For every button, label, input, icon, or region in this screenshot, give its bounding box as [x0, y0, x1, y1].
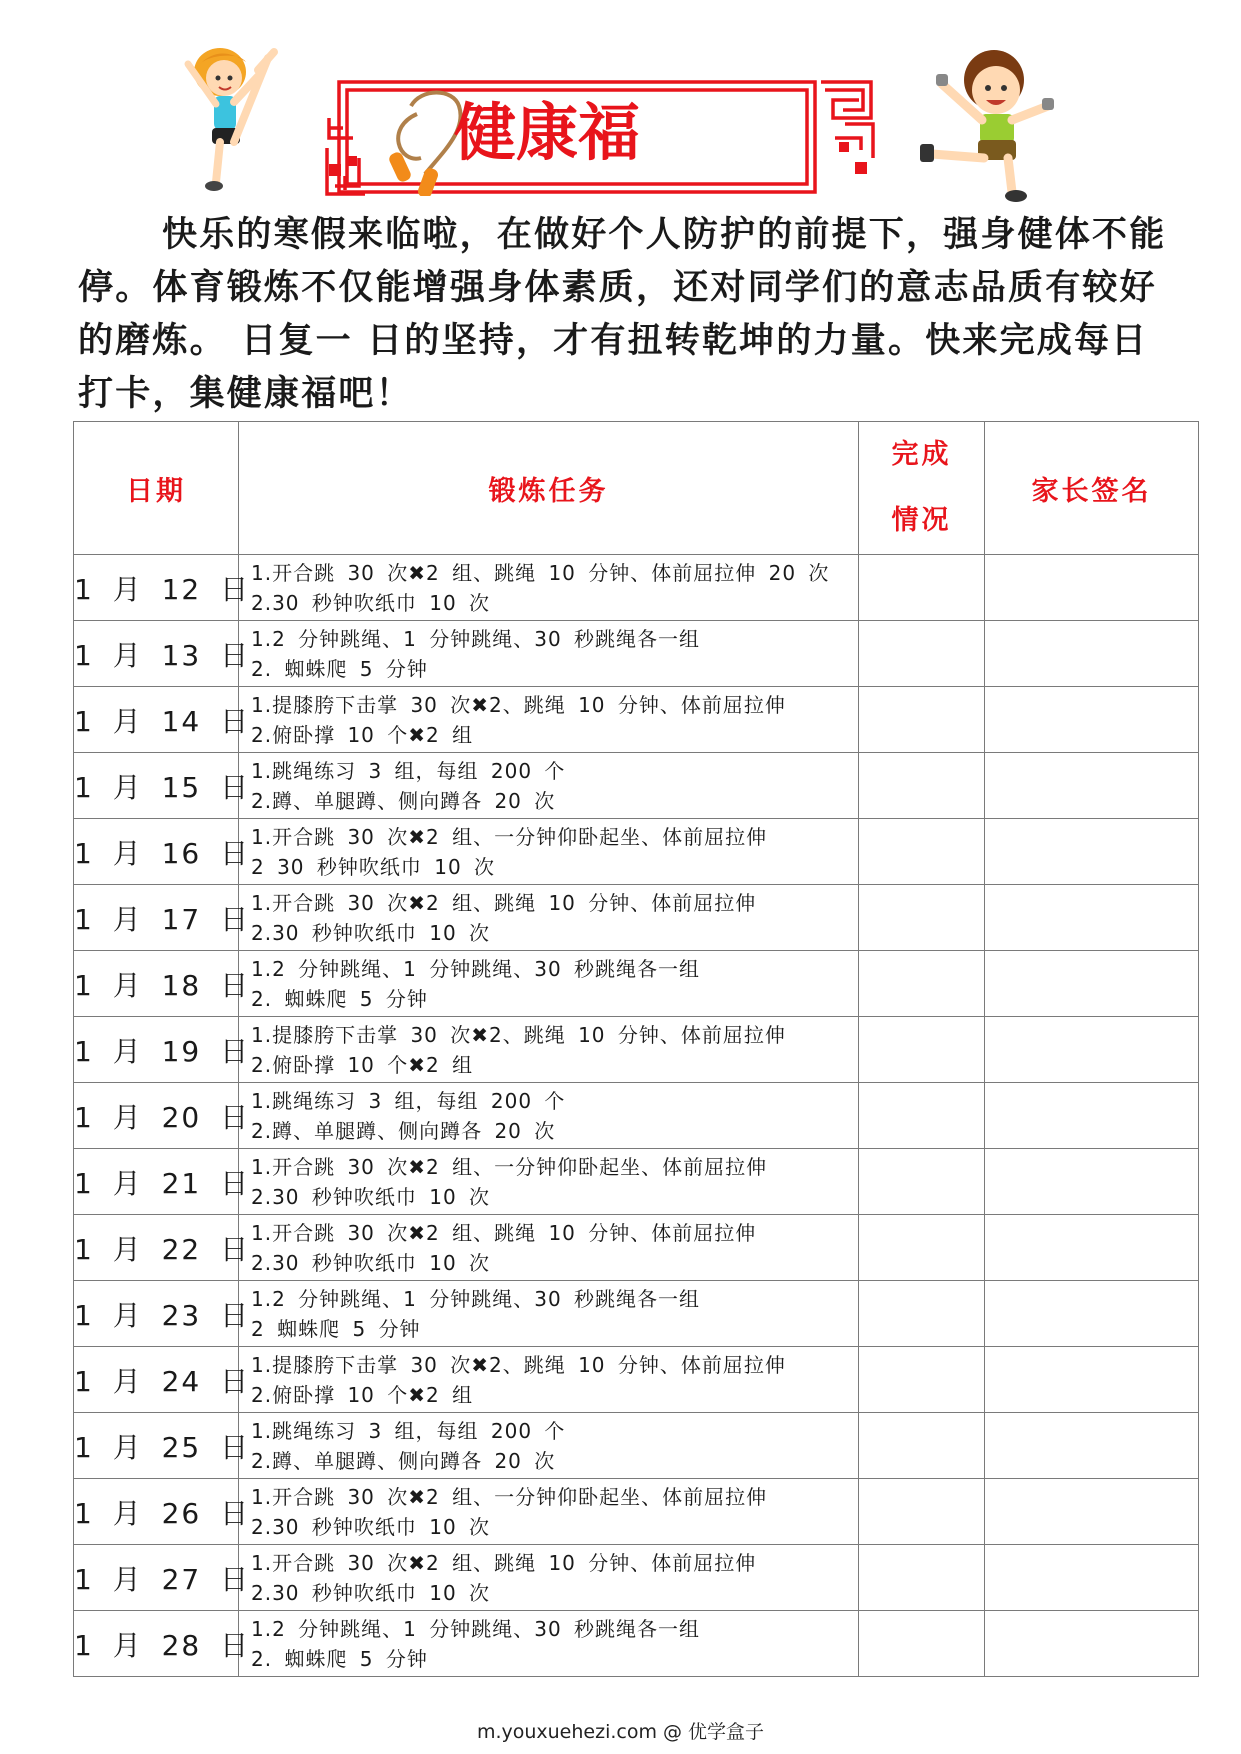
table-row	[74, 753, 1199, 819]
row-date: 1 月 14 日	[74, 687, 239, 753]
row-task	[239, 621, 859, 687]
task-line-1: 1.2 分钟跳绳、1 分钟跳绳、30 秒跳绳各一组	[251, 626, 701, 651]
task-line-1: 1.2 分钟跳绳、1 分钟跳绳、30 秒跳绳各一组	[251, 956, 701, 981]
header-date: 日期	[74, 422, 239, 555]
row-date: 1 月 26 日	[74, 1479, 239, 1545]
parent-signature-cell[interactable]	[985, 1611, 1199, 1677]
task-line-2: 2.30 秒钟吹纸巾 10 次	[251, 1250, 491, 1275]
row-task	[239, 1083, 859, 1149]
table-row	[74, 1149, 1199, 1215]
title-banner	[325, 78, 875, 196]
task-line-1: 1.2 分钟跳绳、1 分钟跳绳、30 秒跳绳各一组	[251, 1616, 701, 1641]
table-row	[74, 1545, 1199, 1611]
row-date: 1 月 13 日	[74, 621, 239, 687]
table-row	[74, 555, 1199, 621]
completion-cell[interactable]	[859, 1347, 985, 1413]
row-task	[239, 1215, 859, 1281]
task-line-1: 1.跳绳练习 3 组，每组 200 个	[251, 1088, 566, 1113]
header-task: 锻炼任务	[239, 422, 859, 555]
task-line-2: 2.30 秒钟吹纸巾 10 次	[251, 1184, 491, 1209]
task-line-2: 2.蹲、单腿蹲、侧向蹲各 20 次	[251, 1448, 556, 1473]
parent-signature-cell[interactable]	[985, 1281, 1199, 1347]
row-task	[239, 1479, 859, 1545]
task-line-2: 2.俯卧撑 10 个✖2 组	[251, 1052, 474, 1077]
banner-title: 健康福	[453, 96, 641, 169]
row-date: 1 月 18 日	[74, 951, 239, 1017]
task-line-1: 1.开合跳 30 次✖2 组、一分钟仰卧起坐、体前屈拉伸	[251, 1484, 768, 1509]
completion-cell[interactable]	[859, 1611, 985, 1677]
row-task	[239, 753, 859, 819]
row-date: 1 月 16 日	[74, 819, 239, 885]
completion-cell[interactable]	[859, 1413, 985, 1479]
task-line-1: 1.开合跳 30 次✖2 组、跳绳 10 分钟、体前屈拉伸 20 次	[251, 560, 830, 585]
task-line-2: 2.俯卧撑 10 个✖2 组	[251, 1382, 474, 1407]
table-row	[74, 819, 1199, 885]
row-date: 1 月 12 日	[74, 555, 239, 621]
row-date: 1 月 19 日	[74, 1017, 239, 1083]
table-header-row	[74, 422, 1199, 555]
parent-signature-cell[interactable]	[985, 687, 1199, 753]
task-line-2: 2. 蜘蛛爬 5 分钟	[251, 656, 428, 681]
row-date: 1 月 17 日	[74, 885, 239, 951]
row-task	[239, 555, 859, 621]
completion-cell[interactable]	[859, 819, 985, 885]
row-date: 1 月 24 日	[74, 1347, 239, 1413]
parent-signature-cell[interactable]	[985, 885, 1199, 951]
intro-paragraph: 快乐的寒假来临啦，在做好个人防护的前提下，强身健体不能停。体育锻炼不仅能增强身体素质，还对同学们的意志品质有较好的磨炼。 日复一 日的坚持，才有扭转乾坤的力量。快来完成每日打卡，集健康福吧！	[78, 214, 1167, 414]
table-row	[74, 885, 1199, 951]
completion-cell[interactable]	[859, 753, 985, 819]
task-line-2: 2.30 秒钟吹纸巾 10 次	[251, 590, 491, 615]
task-line-1: 1.提膝胯下击掌 30 次✖2、跳绳 10 分钟、体前屈拉伸	[251, 1352, 786, 1377]
task-line-2: 2.30 秒钟吹纸巾 10 次	[251, 1580, 491, 1605]
row-task	[239, 1347, 859, 1413]
boy-jumping-illustration	[912, 44, 1062, 204]
row-task	[239, 687, 859, 753]
task-line-1: 1.提膝胯下击掌 30 次✖2、跳绳 10 分钟、体前屈拉伸	[251, 1022, 786, 1047]
task-line-2: 2.俯卧撑 10 个✖2 组	[251, 722, 474, 747]
task-line-1: 1.开合跳 30 次✖2 组、跳绳 10 分钟、体前屈拉伸	[251, 1550, 757, 1575]
completion-cell[interactable]	[859, 1149, 985, 1215]
table-row	[74, 1083, 1199, 1149]
completion-cell[interactable]	[859, 1083, 985, 1149]
row-task	[239, 1413, 859, 1479]
row-task	[239, 885, 859, 951]
table-row	[74, 1413, 1199, 1479]
parent-signature-cell[interactable]	[985, 951, 1199, 1017]
row-task	[239, 1017, 859, 1083]
completion-cell[interactable]	[859, 1017, 985, 1083]
parent-signature-cell[interactable]	[985, 1413, 1199, 1479]
row-date: 1 月 27 日	[74, 1545, 239, 1611]
header-completion-line1: 完成	[891, 439, 952, 470]
footer-watermark: m.youxuehezi.com @ 优学盒子	[476, 1721, 765, 1743]
row-task	[239, 1611, 859, 1677]
table-row	[74, 1347, 1199, 1413]
parent-signature-cell[interactable]	[985, 621, 1199, 687]
completion-cell[interactable]	[859, 1479, 985, 1545]
task-line-1: 1.开合跳 30 次✖2 组、跳绳 10 分钟、体前屈拉伸	[251, 1220, 757, 1245]
task-line-2: 2. 蜘蛛爬 5 分钟	[251, 1646, 428, 1671]
parent-signature-cell[interactable]	[985, 1545, 1199, 1611]
task-line-1: 1.开合跳 30 次✖2 组、一分钟仰卧起坐、体前屈拉伸	[251, 824, 768, 849]
header-completion-line2: 情况	[891, 505, 952, 536]
task-line-1: 1.2 分钟跳绳、1 分钟跳绳、30 秒跳绳各一组	[251, 1286, 701, 1311]
completion-cell[interactable]	[859, 885, 985, 951]
parent-signature-cell[interactable]	[985, 555, 1199, 621]
row-date: 1 月 23 日	[74, 1281, 239, 1347]
table-row	[74, 687, 1199, 753]
completion-cell[interactable]	[859, 1215, 985, 1281]
header-parent-signature: 家长签名	[985, 422, 1199, 555]
task-line-2: 2.蹲、单腿蹲、侧向蹲各 20 次	[251, 1118, 556, 1143]
table-row	[74, 1017, 1199, 1083]
row-task	[239, 819, 859, 885]
task-line-2: 2.30 秒钟吹纸巾 10 次	[251, 1514, 491, 1539]
parent-signature-cell[interactable]	[985, 1149, 1199, 1215]
row-task	[239, 951, 859, 1017]
row-date: 1 月 15 日	[74, 753, 239, 819]
table-row	[74, 1611, 1199, 1677]
task-line-1: 1.跳绳练习 3 组，每组 200 个	[251, 1418, 566, 1443]
task-line-2: 2.30 秒钟吹纸巾 10 次	[251, 920, 491, 945]
exercise-checkin-table	[73, 421, 1199, 1677]
table-row	[74, 1281, 1199, 1347]
row-date: 1 月 21 日	[74, 1149, 239, 1215]
task-line-1: 1.提膝胯下击掌 30 次✖2、跳绳 10 分钟、体前屈拉伸	[251, 692, 786, 717]
completion-cell[interactable]	[859, 621, 985, 687]
task-line-1: 1.跳绳练习 3 组，每组 200 个	[251, 758, 566, 783]
row-task	[239, 1545, 859, 1611]
completion-cell[interactable]	[859, 951, 985, 1017]
parent-signature-cell[interactable]	[985, 1479, 1199, 1545]
row-date: 1 月 25 日	[74, 1413, 239, 1479]
row-date: 1 月 28 日	[74, 1611, 239, 1677]
parent-signature-cell[interactable]	[985, 1347, 1199, 1413]
completion-cell[interactable]	[859, 1545, 985, 1611]
task-line-1: 1.开合跳 30 次✖2 组、跳绳 10 分钟、体前屈拉伸	[251, 890, 757, 915]
completion-cell[interactable]	[859, 555, 985, 621]
task-line-2: 2 蜘蛛爬 5 分钟	[251, 1316, 421, 1341]
task-line-2: 2.蹲、单腿蹲、侧向蹲各 20 次	[251, 788, 556, 813]
table-row	[74, 1215, 1199, 1281]
completion-cell[interactable]	[859, 1281, 985, 1347]
task-line-2: 2. 蜘蛛爬 5 分钟	[251, 986, 428, 1011]
task-line-1: 1.开合跳 30 次✖2 组、一分钟仰卧起坐、体前屈拉伸	[251, 1154, 768, 1179]
completion-cell[interactable]	[859, 687, 985, 753]
parent-signature-cell[interactable]	[985, 819, 1199, 885]
row-date: 1 月 20 日	[74, 1083, 239, 1149]
row-task	[239, 1281, 859, 1347]
table-row	[74, 621, 1199, 687]
table-row	[74, 951, 1199, 1017]
task-line-2: 2 30 秒钟吹纸巾 10 次	[251, 854, 496, 879]
parent-signature-cell[interactable]	[985, 753, 1199, 819]
row-date: 1 月 22 日	[74, 1215, 239, 1281]
parent-signature-cell[interactable]	[985, 1017, 1199, 1083]
table-row	[74, 1479, 1199, 1545]
parent-signature-cell[interactable]	[985, 1083, 1199, 1149]
girl-doing-stretch-illustration	[170, 44, 290, 194]
row-task	[239, 1149, 859, 1215]
header-completion	[859, 422, 985, 555]
parent-signature-cell[interactable]	[985, 1215, 1199, 1281]
